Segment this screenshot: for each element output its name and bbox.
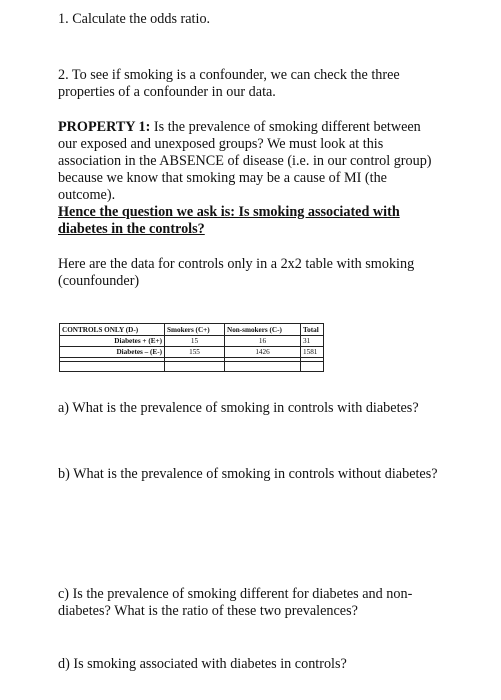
cell-smokers: 15 [165,336,225,347]
row-label: Diabetes + (E+) [60,336,165,347]
cell-total: 31 [301,336,324,347]
empty-cell [165,362,225,372]
question-d: d) Is smoking associated with diabetes in controls? [58,656,347,672]
question-c: c) Is the prevalence of smoking different for diabetes and non-diabetes? What is the ratio of these two prevalences? [58,586,413,619]
question-b: b) What is the prevalence of smoking in controls without diabetes? [58,466,438,482]
table-empty-row [60,362,324,372]
table-header-cell: Total [301,324,324,336]
cell-nonsmokers: 1426 [225,347,301,358]
question-1: 1. Calculate the odds ratio. [58,11,211,27]
table-header-cell: CONTROLS ONLY (D-) [60,324,165,336]
table-header-cell: Smokers (C+) [165,324,225,336]
table-header-row [60,324,324,336]
empty-cell [301,362,324,372]
question-2: 2. To see if smoking is a confounder, we can check the three properties of a confounder in our data. [58,67,400,100]
property-1-text: Is the prevalence of smoking different between our exposed and unexposed groups? We must look at this association in the ABSENCE of disease (i.e. in our control group) because we know that smoking may be a cause of MI (the outcome). [58,119,432,203]
empty-cell [60,362,165,372]
table-row [60,347,324,358]
property-1-label: PROPERTY 1: [58,119,151,135]
cell-smokers: 155 [165,347,225,358]
data-intro: Here are the data for controls only in a 2x2 table with smoking (counfounder) [58,256,415,289]
question-a: a) What is the prevalence of smoking in controls with diabetes? [58,400,419,416]
cell-total: 1581 [301,347,324,358]
property-1-paragraph [58,119,438,238]
hence-question: Hence the question we ask is: Is smoking associated with diabetes in the controls? [58,204,400,237]
row-label: Diabetes – (E-) [60,347,165,358]
cell-nonsmokers: 16 [225,336,301,347]
empty-cell [225,362,301,372]
table-header-cell: Non-smokers (C-) [225,324,301,336]
controls-2x2-table [59,323,324,372]
table-row [60,336,324,347]
